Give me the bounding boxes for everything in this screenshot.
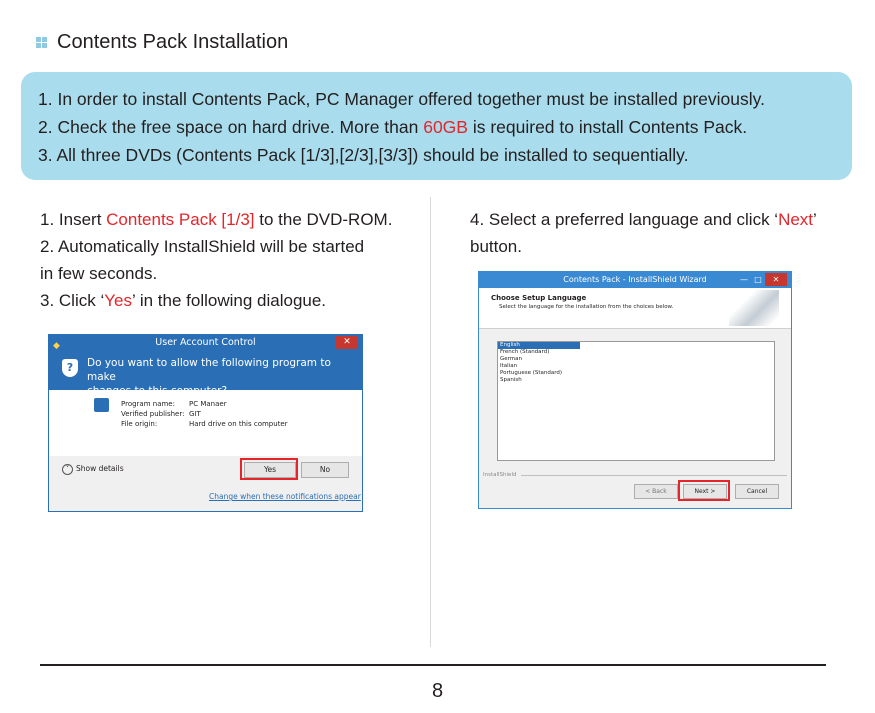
close-icon[interactable]: ✕ [336,336,358,349]
show-details-label: Show details [76,464,124,473]
grid-square-icon [36,37,47,48]
language-option[interactable]: Portuguese (Standard) [500,370,563,376]
publisher-key: Verified publisher: [121,410,185,418]
step-4 [470,206,850,233]
shield-icon: ◆ [53,341,60,351]
next-highlight-box [678,480,730,501]
notice-space-required: 60GB [423,117,468,137]
yes-highlight-box [240,458,298,480]
step-1-tail: to the DVD-ROM. [254,210,393,229]
step-3 [40,287,425,314]
column-divider [430,197,431,647]
step-3-highlight: Yes [104,291,132,310]
notification-settings-link[interactable]: Change when these notifications appear [209,492,361,501]
chevron-down-icon: ˅ [62,464,73,475]
program-key: Program name: [121,400,175,408]
page-number: 8 [431,680,444,702]
yes-button[interactable]: Yes [244,462,296,478]
header-graphic [729,290,779,326]
no-button[interactable]: No [301,462,349,478]
maximize-icon[interactable]: □ [754,275,762,284]
show-details-toggle[interactable] [62,463,124,475]
step-4-cont: button. [470,237,522,256]
minimize-icon[interactable]: — [740,275,748,284]
step-1 [40,206,425,233]
notice-line-3: 3. All three DVDs (Contents Pack [1/3],[2/3],[3/3]) should be installed to sequentially. [38,145,689,165]
uac-footer [49,456,362,511]
uac-info-table [121,399,288,429]
uac-dialog-screenshot [48,334,363,512]
section-header [36,31,288,54]
origin-value: Hard drive on this computer [189,420,288,428]
notice-line-2-tail: is required to install Contents Pack. [467,117,748,137]
installshield-title: Contents Pack - InstallShield Wizard [563,275,707,284]
footer-separator [521,475,787,476]
uac-program-row [121,399,288,409]
origin-key: File origin: [121,420,158,428]
setup-language-subheading: Select the language for the installation from the choices below. [499,304,674,310]
language-option[interactable]: Italian [500,363,518,369]
back-button[interactable]: < Back [634,484,678,499]
language-option[interactable]: English [498,342,580,349]
installshield-brand: InstallShield [483,472,517,478]
language-option[interactable]: French (Standard) [500,349,550,355]
uac-publisher-row [121,409,288,419]
section-title: Contents Pack Installation [57,31,289,53]
right-column [470,206,850,260]
program-icon [94,398,109,412]
program-value: PC Manaer [189,400,227,408]
window-controls [737,273,787,286]
publisher-value: GIT [189,410,201,418]
uac-title: User Account Control [155,337,256,348]
notice-box [21,72,852,180]
step-2: 2. Automatically InstallShield will be started [40,237,365,256]
language-option[interactable]: German [500,356,523,362]
installshield-titlebar [479,272,791,288]
uac-origin-row [121,419,288,429]
installshield-dialog-screenshot [478,271,792,509]
language-option[interactable]: Spanish [500,377,522,383]
language-list[interactable] [497,341,775,461]
notice-line-2-text: 2. Check the free space on hard drive. More than [38,117,424,137]
step-1-text: 1. Insert [40,210,107,229]
uac-program-info [49,390,362,456]
notice-line-2 [38,113,852,141]
uac-question-line-1: Do you want to allow the following program to make [87,357,331,383]
installshield-header [479,288,791,329]
step-2-cont: in few seconds. [40,264,158,283]
step-4-highlight: Next [778,210,814,229]
uac-titlebar [49,335,362,351]
setup-language-heading: Choose Setup Language [491,294,587,302]
notice-line-1: 1. In order to install Contents Pack, PC Manager offered together must be installed previously. [38,89,765,109]
uac-shield-icon: ? [62,359,78,377]
next-button[interactable]: Next > [683,484,727,499]
step-3-tail: ’ in the following dialogue. [131,291,327,310]
footer-rule [40,664,826,666]
cancel-button[interactable]: Cancel [735,484,779,499]
step-3-text: 3. Click ‘ [40,291,105,310]
uac-question-area [49,351,362,390]
step-1-highlight: Contents Pack [1/3] [106,210,255,229]
step-4-quote: ’ [813,210,817,229]
close-icon[interactable]: ✕ [765,273,787,286]
left-column [40,206,425,314]
step-4-text: 4. Select a preferred language and click ‘ [470,210,779,229]
